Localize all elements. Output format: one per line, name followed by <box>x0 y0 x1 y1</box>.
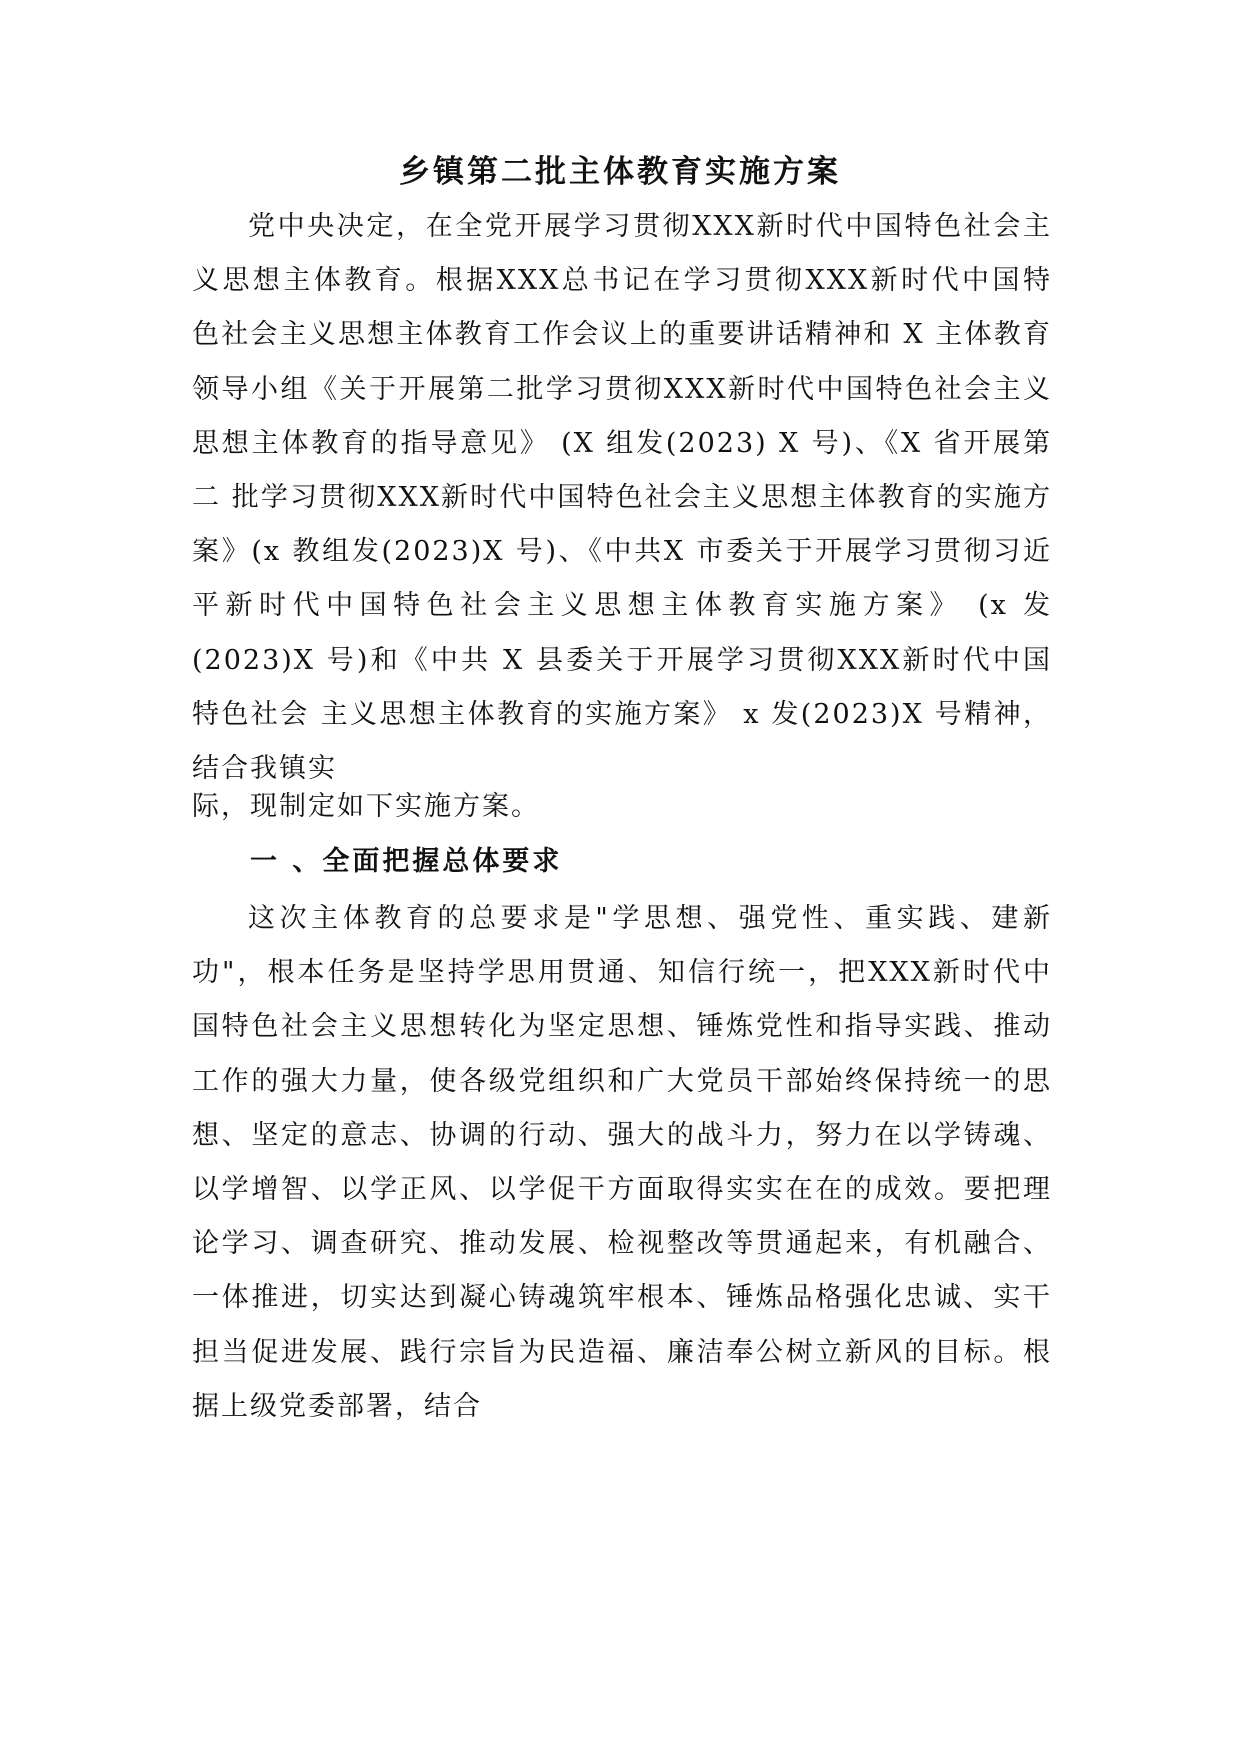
requirements-paragraph: 这次主体教育的总要求是"学思想、强党性、重实践、建新功"，根本任务是坚持学思用贯通、知信行统一，把XXX新时代中国特色社会主义思想转化为坚定思想、锤炼党性和指导实践、推动工作的强大力量，使各级党组织和广大党员干部始终保持统一的思想、坚定的意志、协调的行动、强大的战斗力，努力在以学铸魂、以学增智、以学正风、以学促干方面取得实实在在的成效。要把理论学习、调查研究、推动发展、检视整改等贯通起来，有机融合、 一体推进，切实达到凝心铸魂筑牢根本、锤炼品格强化忠诚、实干担当促进发展、践行宗旨为民造福、廉洁奉公树立新风的目标。根据上级党委部署，结合 <box>192 903 1052 1422</box>
intro-paragraph: 党中央决定，在全党开展学习贯彻XXX新时代中国特色社会主义思想主体教育。根据XXX总书记在学习贯彻XXX新时代中国特 色社会主义思想主体教育工作会议上的重要讲话精神和 X 主体教育领导小组《关于开展第二批学习贯彻XXX新时代中国特色社会主义思想主体教育的指导意见》 (X 组发(2023) X 号)、《X 省开展第二 批学习贯彻XXX新时代中国特色社会主义思想主体教育的实施方 案》(x 教组发(2023)X 号)、《中共X 市委关于开展学习贯彻习近 平新时代中国特色社会主义思想主体教育实施方案》 (x 发(2023)X 号)和《中共 X 县委关于开展学习贯彻XXX新时代中国特色社会 主义思想主体教育的实施方案》 x 发(2023)X 号精神，结合我镇实 <box>192 211 1052 785</box>
document-title: 乡镇第二批主体教育实施方案 <box>399 154 841 190</box>
intro-paragraph-continued: 际，现制定如下实施方案。 <box>192 791 540 822</box>
section-heading-1: 一 、全面把握总体要求 <box>250 846 563 877</box>
